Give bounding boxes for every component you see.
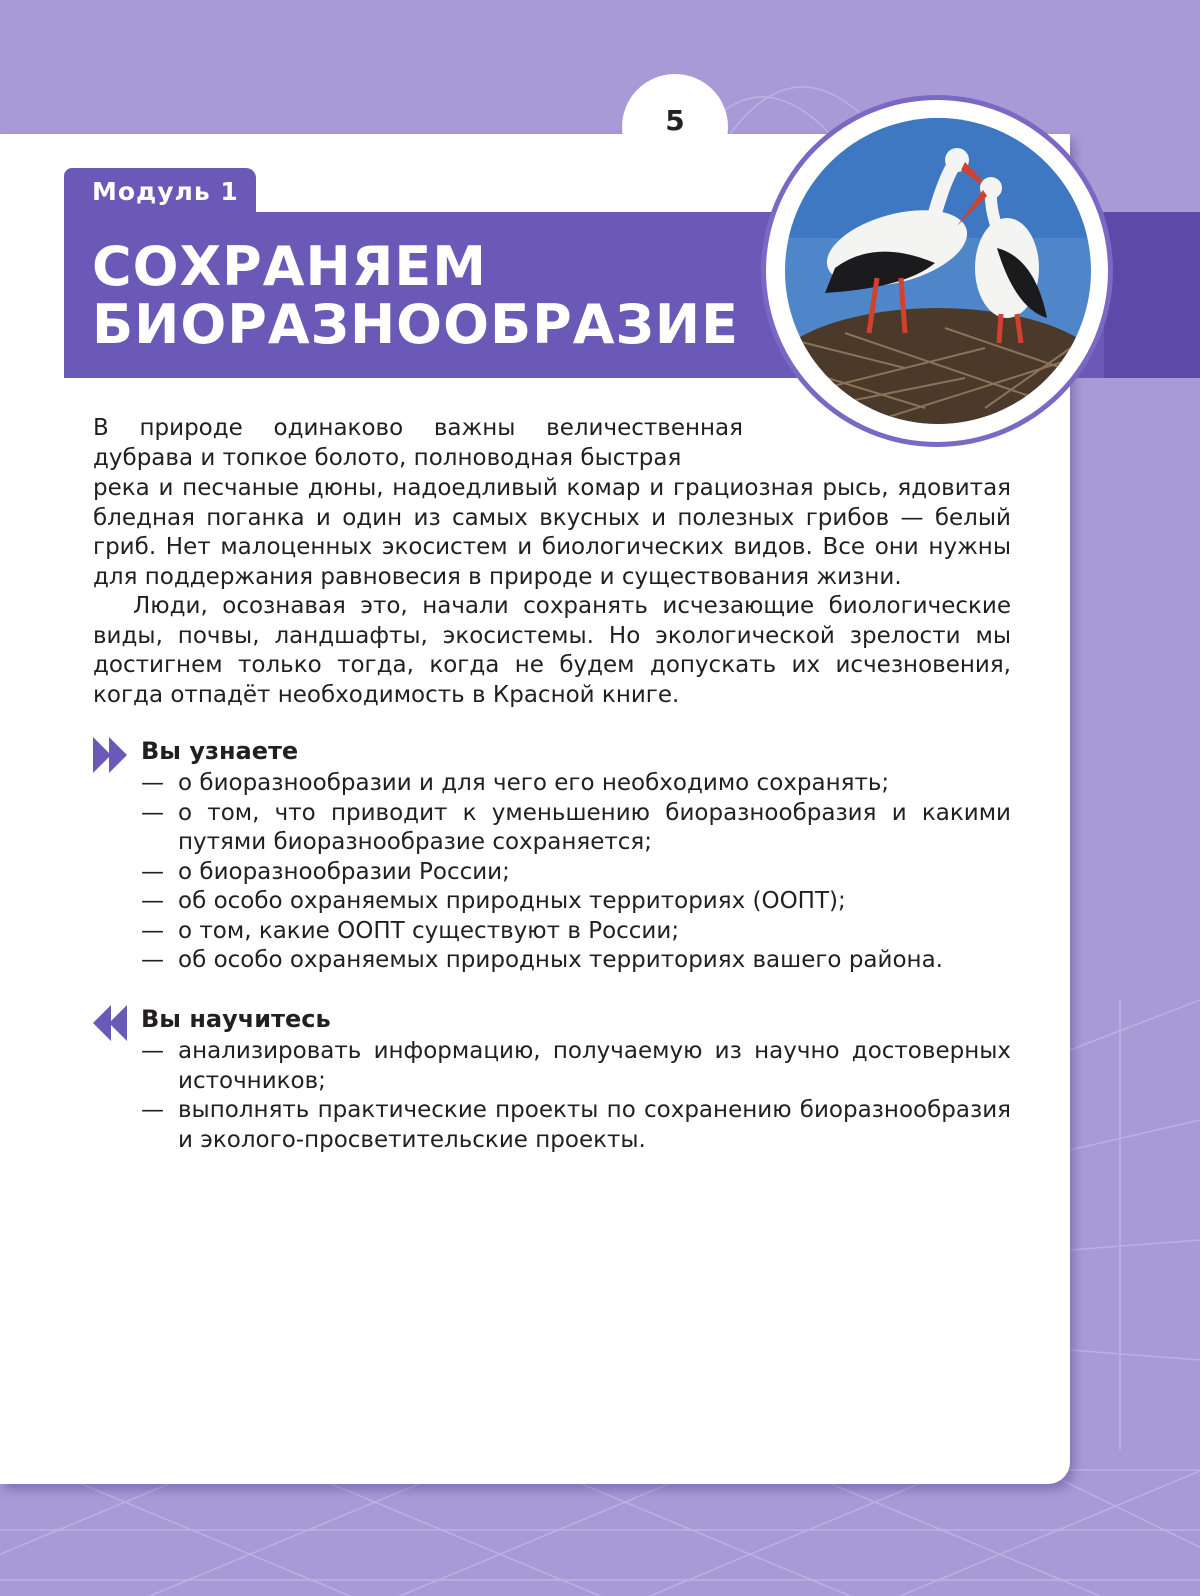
list-item: — о биоразнообразии и для чего его необходимо сохранять; <box>141 769 1011 799</box>
skills-list <box>141 1037 1011 1155</box>
list-item: — о том, какие ООПТ существуют в России; <box>141 917 1011 947</box>
list-item: — о биоразнообразии России; <box>141 858 1011 888</box>
skills-title: Вы научитесь <box>141 1005 331 1033</box>
module-label: Модуль 1 <box>92 177 239 206</box>
storks-photo <box>785 118 1091 424</box>
intro-paragraph-continuation: река и песчаные дюны, надоедливый комар и грациозная рысь, ядовитая бледная поганка и один из самых вкусных и полезных грибов — белый гриб. Нет малоценных экосистем и биологических видов. Все они нужны для поддержания равновесия в природе и существования жизни. <box>93 475 1011 590</box>
module-title-line-2: БИОРАЗНООБРАЗИЕ <box>92 293 739 356</box>
learn-title: Вы узнаете <box>141 737 299 765</box>
module-title-line-1: СОХРАНЯЕМ <box>92 235 487 298</box>
backward-arrows-icon <box>93 1005 131 1041</box>
module-title <box>92 235 739 356</box>
list-item: — об особо охраняемых природных территориях (ООПТ); <box>141 887 1011 917</box>
learn-list <box>141 769 1011 976</box>
list-item: — анализировать информацию, получаемую из научно достоверных источников; <box>141 1037 1011 1096</box>
intro-paragraph-2: Люди, осознавая это, начали сохранять исчезающие биологические виды, почвы, ландшафты, экосистемы. Но экологической зрелости мы достигнем только тогда, когда не будем допускать их исчезновения, когда отпадёт необходимость в Красной книге. <box>93 593 1011 708</box>
page-number: 5 <box>665 104 685 137</box>
forward-arrows-icon <box>93 737 131 773</box>
intro-paragraph-start: В природе одинаково важны величественная дубрава и топкое болото, полноводная быстрая <box>93 415 743 471</box>
list-item: — о том, что приводит к уменьшению биоразнообразия и какими путями биоразнообразие сохраняется; <box>141 799 1011 858</box>
list-item: — об особо охраняемых природных территориях вашего района. <box>141 946 1011 976</box>
list-item: — выполнять практические проекты по сохранению биоразнообразия и эколого-просветительские проекты. <box>141 1096 1011 1155</box>
